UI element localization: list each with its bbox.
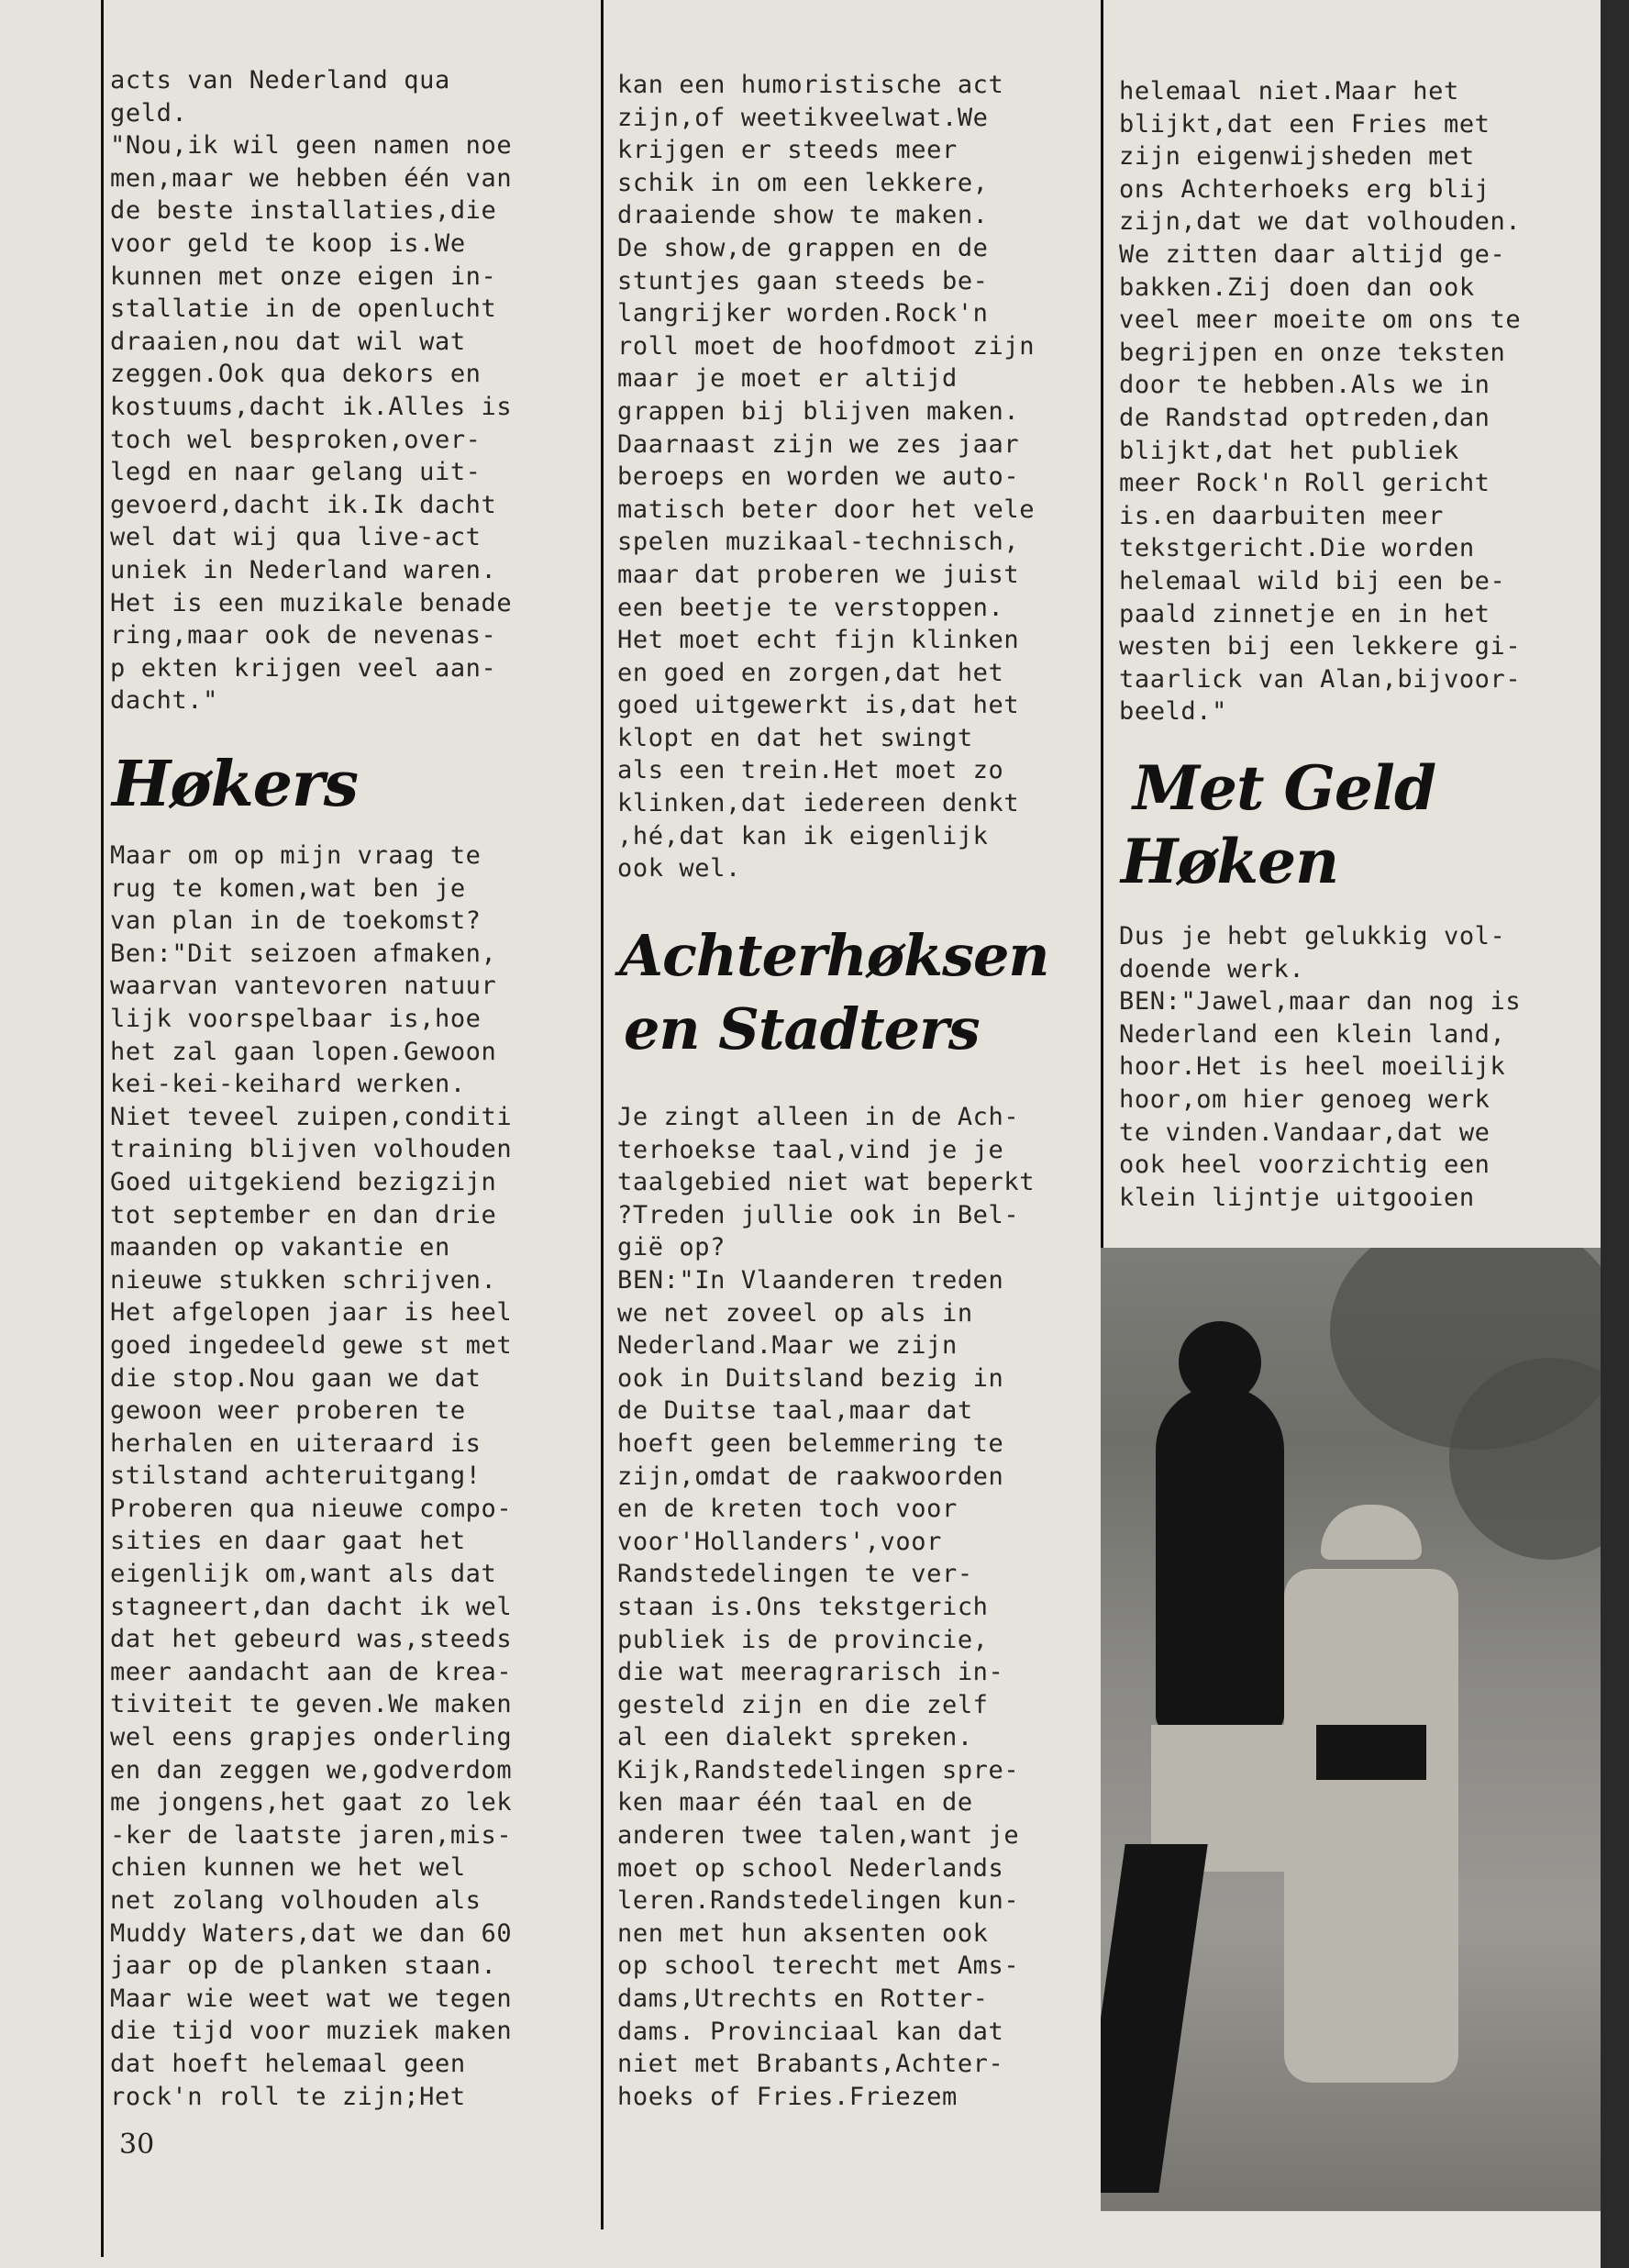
text-line: ,hé,dat kan ik eigenlijk — [617, 821, 989, 850]
text-line: publiek is de provincie, — [617, 1625, 989, 1654]
text-line: bakken.Zij doen dan ook — [1119, 272, 1475, 302]
text-line: Goed uitgekiend bezigzijn — [110, 1167, 497, 1196]
text-line: nen met hun aksenten ook — [617, 1918, 989, 1948]
text-line: maar je moet er altijd — [617, 364, 958, 394]
text-line: zeggen.Ook qua dekors en — [110, 360, 482, 389]
text-line: acts van Nederland qua — [110, 66, 450, 94]
pith-helmet — [1321, 1505, 1422, 1560]
text-line: ring,maar ook de nevenas- — [110, 621, 497, 650]
text-line: niet met Brabants,Achter- — [617, 2050, 1004, 2079]
text-line: begrijpen en onze teksten — [1119, 338, 1506, 367]
text-line: zijn,of weetikveelwat.We — [617, 103, 989, 132]
text-line: en goed en zorgen,dat het — [617, 658, 1004, 687]
text-line: anderen twee talen,want je — [617, 1821, 1020, 1851]
text-line: ken maar één taal en de — [617, 1788, 973, 1818]
text-line: Dus je hebt gelukkig vol- — [1119, 922, 1506, 951]
text-line: Nederland een klein land, — [1119, 1019, 1506, 1049]
text-line: stilstand achteruitgang! — [110, 1462, 482, 1491]
text-line: stuntjes gaan steeds be- — [617, 266, 989, 295]
text-line: spelen muzikaal-technisch, — [617, 528, 1020, 557]
text-line: kunnen met onze eigen in- — [110, 261, 497, 291]
performer-leg — [1101, 1844, 1208, 2193]
text-line: Muddy Waters,dat we dan 60 — [110, 1918, 513, 1948]
text-line: herhalen en uiteraard is — [110, 1429, 482, 1458]
text-line: BEN:"Jawel,maar dan nog is — [1119, 987, 1522, 1017]
text-line: beroeps en worden we auto- — [617, 462, 1020, 492]
text-line: geld. — [110, 98, 188, 128]
text-line: BEN:"In Vlaanderen treden — [617, 1265, 1004, 1295]
text-line: door te hebben.Als we in — [1119, 371, 1490, 400]
text-line: klein lijntje uitgooien — [1119, 1183, 1475, 1212]
text-line: dat hoeft helemaal geen — [110, 2049, 466, 2078]
text-line: taarlick van Alan,bijvoor- — [1119, 664, 1522, 694]
heading-en-stadters: en Stadters — [624, 995, 980, 1062]
text-line: roll moet de hoofdmoot zijn — [617, 331, 1036, 361]
text-line: goed ingedeeld gewe st met — [110, 1330, 513, 1360]
text-line: doende werk. — [1119, 954, 1305, 984]
text-line: Niet teveel zuipen,conditi — [110, 1102, 513, 1131]
text-line: sities en daar gaat het — [110, 1527, 466, 1556]
text-line: tekstgericht.Die worden — [1119, 534, 1475, 563]
text-line: en de kreten toch voor — [617, 1495, 958, 1524]
text-line: maar dat proberen we juist — [617, 560, 1020, 589]
column1-text-top — [110, 64, 512, 717]
text-line: net zolang volhouden als — [110, 1886, 482, 1915]
text-line: helemaal niet.Maar het — [1119, 77, 1459, 106]
text-line: zijn,omdat de raakwoorden — [617, 1462, 1004, 1491]
text-line: goed uitgewerkt is,dat het — [617, 691, 1020, 720]
text-line: Randstedelingen te ver- — [617, 1560, 973, 1589]
column-rule-2 — [1101, 0, 1103, 1248]
text-line: meer Rock'n Roll gericht — [1119, 469, 1490, 498]
text-line: nieuwe stukken schrijven. — [110, 1265, 497, 1295]
column3-text-bottom — [1119, 920, 1521, 1214]
column2-text-bottom — [617, 1101, 1035, 2113]
text-line: gië op? — [617, 1233, 726, 1262]
text-line: draaien,nou dat wil wat — [110, 327, 466, 356]
text-line: kan een humoristische act — [617, 71, 1004, 99]
text-line: schik in om een lekkere, — [617, 168, 989, 197]
text-line: als een trein.Het moet zo — [617, 756, 1004, 785]
text-line: hoor.Het is heel moeilijk — [1119, 1052, 1506, 1082]
text-line: stagneert,dan dacht ik wel — [110, 1592, 513, 1621]
performer-head — [1179, 1321, 1261, 1404]
text-line: moet op school Nederlands — [617, 1853, 1004, 1883]
text-line: me jongens,het gaat zo lek — [110, 1788, 513, 1818]
text-line: Proberen qua nieuwe compo- — [110, 1494, 513, 1523]
text-line: de Duitse taal,maar dat — [617, 1396, 973, 1426]
text-line: ook heel voorzichtig een — [1119, 1151, 1490, 1180]
text-line: terhoekse taal,vind je je — [617, 1135, 1004, 1164]
column-rule-1 — [601, 0, 604, 2229]
text-line: te vinden.Vandaar,dat we — [1119, 1117, 1490, 1147]
text-line: gewoon weer proberen te — [110, 1396, 466, 1426]
text-line: gesteld zijn en die zelf — [617, 1690, 989, 1719]
text-line: p ekten krijgen veel aan- — [110, 653, 497, 683]
text-line: eigenlijk om,want als dat — [110, 1560, 497, 1589]
text-line: rug te komen,wat ben je — [110, 873, 466, 903]
text-line: lijk voorspelbaar is,hoe — [110, 1004, 482, 1033]
text-line: tiviteit te geven.We maken — [110, 1690, 513, 1719]
text-line: veel meer moeite om ons te — [1119, 306, 1522, 335]
text-line: legd en naar gelang uit- — [110, 458, 482, 487]
text-line: kei-kei-keihard werken. — [110, 1070, 466, 1099]
text-line: meer aandacht aan de krea- — [110, 1657, 513, 1686]
text-line: de beste installaties,die — [110, 196, 497, 226]
text-line: tot september en dan drie — [110, 1200, 497, 1229]
text-line: het zal gaan lopen.Gewoon — [110, 1037, 497, 1066]
text-line: We zitten daar altijd ge- — [1119, 239, 1506, 269]
text-line: op school terecht met Ams- — [617, 1951, 1020, 1981]
text-line: beeld." — [1119, 697, 1227, 727]
text-line: Kijk,Randstedelingen spre- — [617, 1755, 1020, 1784]
text-line: we net zoveel op als in — [617, 1298, 973, 1328]
text-line: blijkt,dat het publiek — [1119, 436, 1459, 465]
text-line: en dan zeggen we,godverdom — [110, 1755, 513, 1784]
text-line: dacht." — [110, 686, 218, 716]
text-line: Daarnaast zijn we zes jaar — [617, 429, 1020, 459]
text-line: wel eens grapjes onderling — [110, 1723, 513, 1752]
text-line: een beetje te verstoppen. — [617, 593, 1004, 622]
text-line: paald zinnetje en in het — [1119, 599, 1490, 628]
text-line: krijgen er steeds meer — [617, 136, 958, 165]
text-line: staan is.Ons tekstgerich — [617, 1592, 989, 1621]
binoculars — [1316, 1725, 1426, 1780]
text-line: dams. Provinciaal kan dat — [617, 2017, 1004, 2046]
text-line: klopt en dat het swingt — [617, 723, 973, 752]
text-line: is.en daarbuiten meer — [1119, 501, 1444, 530]
text-line: ook in Duitsland bezig in — [617, 1363, 1004, 1393]
text-line: kostuums,dacht ik.Alles is — [110, 392, 513, 421]
text-line: westen bij een lekkere gi- — [1119, 632, 1522, 662]
text-line: blijkt,dat een Fries met — [1119, 109, 1490, 139]
text-line: Nederland.Maar we zijn — [617, 1331, 958, 1361]
text-line: langrijker worden.Rock'n — [617, 299, 989, 328]
text-line: ons Achterhoeks erg blij — [1119, 174, 1490, 204]
text-line: leren.Randstedelingen kun- — [617, 1886, 1020, 1916]
band-photo — [1101, 1248, 1601, 2211]
performer-dark-shirt — [1156, 1385, 1284, 1734]
text-line: matisch beter door het vele — [617, 495, 1036, 524]
text-line: men,maar we hebben één van — [110, 163, 513, 193]
column1-text-bottom — [110, 839, 512, 2113]
text-line: voor geld te koop is.We — [110, 228, 466, 258]
text-line: grappen bij blijven maken. — [617, 396, 1020, 426]
text-line: wel dat wij qua live-act — [110, 523, 482, 552]
text-line: taalgebied niet wat beperkt — [617, 1168, 1036, 1197]
text-line: hoeks of Fries.Friezem — [617, 2082, 958, 2111]
text-line: helemaal wild bij een be- — [1119, 566, 1506, 595]
text-line: Maar wie weet wat we tegen — [110, 1984, 513, 2013]
text-line: gevoerd,dacht ik.Ik dacht — [110, 490, 497, 519]
heading-hokers: Høkers — [112, 748, 359, 821]
heading-achterhoksen: Achterhøksen — [619, 922, 1049, 989]
column3-text-top — [1119, 75, 1521, 728]
text-line: training blijven volhouden — [110, 1135, 513, 1164]
text-line: -ker de laatste jaren,mis- — [110, 1820, 513, 1850]
text-line: jaar op de planken staan. — [110, 1951, 497, 1981]
text-line: "Nou,ik wil geen namen noe — [110, 131, 513, 161]
text-line: De show,de grappen en de — [617, 233, 989, 262]
text-line: stallatie in de openlucht — [110, 295, 497, 324]
text-line: draaiende show te maken. — [617, 201, 989, 230]
text-line: Je zingt alleen in de Ach- — [617, 1103, 1020, 1131]
page-number: 30 — [119, 2129, 155, 2161]
text-line: die wat meeragrarisch in- — [617, 1658, 1004, 1687]
text-line: hoeft geen belemmering te — [617, 1429, 1004, 1458]
text-line: Het is een muzikale benade — [110, 588, 513, 617]
text-line: Het afgelopen jaar is heel — [110, 1298, 513, 1328]
page-edge-shadow — [1601, 0, 1629, 2268]
text-line: waarvan vantevoren natuur — [110, 972, 497, 1001]
text-line: dat het gebeurd was,steeds — [110, 1625, 513, 1654]
text-line: ?Treden jullie ook in Bel- — [617, 1200, 1020, 1229]
text-line: van plan in de toekomst? — [110, 906, 482, 936]
text-line: Het moet echt fijn klinken — [617, 626, 1020, 655]
text-line: al een dialekt spreken. — [617, 1723, 973, 1752]
column2-text-top — [617, 69, 1035, 885]
text-line: die stop.Nou gaan we dat — [110, 1363, 482, 1393]
text-line: de Randstad optreden,dan — [1119, 403, 1490, 432]
text-line: toch wel besproken,over- — [110, 425, 482, 454]
heading-hoken: Høken — [1121, 826, 1339, 897]
text-line: rock'n roll te zijn;Het — [110, 2082, 466, 2111]
text-line: maanden op vakantie en — [110, 1233, 450, 1262]
text-line: ook wel. — [617, 854, 741, 884]
text-line: die tijd voor muziek maken — [110, 2017, 513, 2046]
text-line: uniek in Nederland waren. — [110, 555, 497, 584]
text-line: chien kunnen we het wel — [110, 1853, 466, 1883]
text-line: hoor,om hier genoeg werk — [1119, 1084, 1490, 1114]
column-rule-left — [101, 0, 104, 2257]
text-line: zijn,dat we dat volhouden. — [1119, 207, 1522, 237]
text-line: voor'Hollanders',voor — [617, 1527, 942, 1556]
text-line: klinken,dat iedereen denkt — [617, 789, 1020, 818]
text-line: Ben:"Dit seizoen afmaken, — [110, 939, 497, 968]
second-person — [1284, 1569, 1458, 2083]
heading-met-geld: Met Geld — [1133, 752, 1436, 824]
text-line: zijn eigenwijsheden met — [1119, 142, 1475, 172]
text-line: dams,Utrechts en Rotter- — [617, 1984, 989, 2014]
text-line: Maar om op mijn vraag te — [110, 841, 482, 870]
